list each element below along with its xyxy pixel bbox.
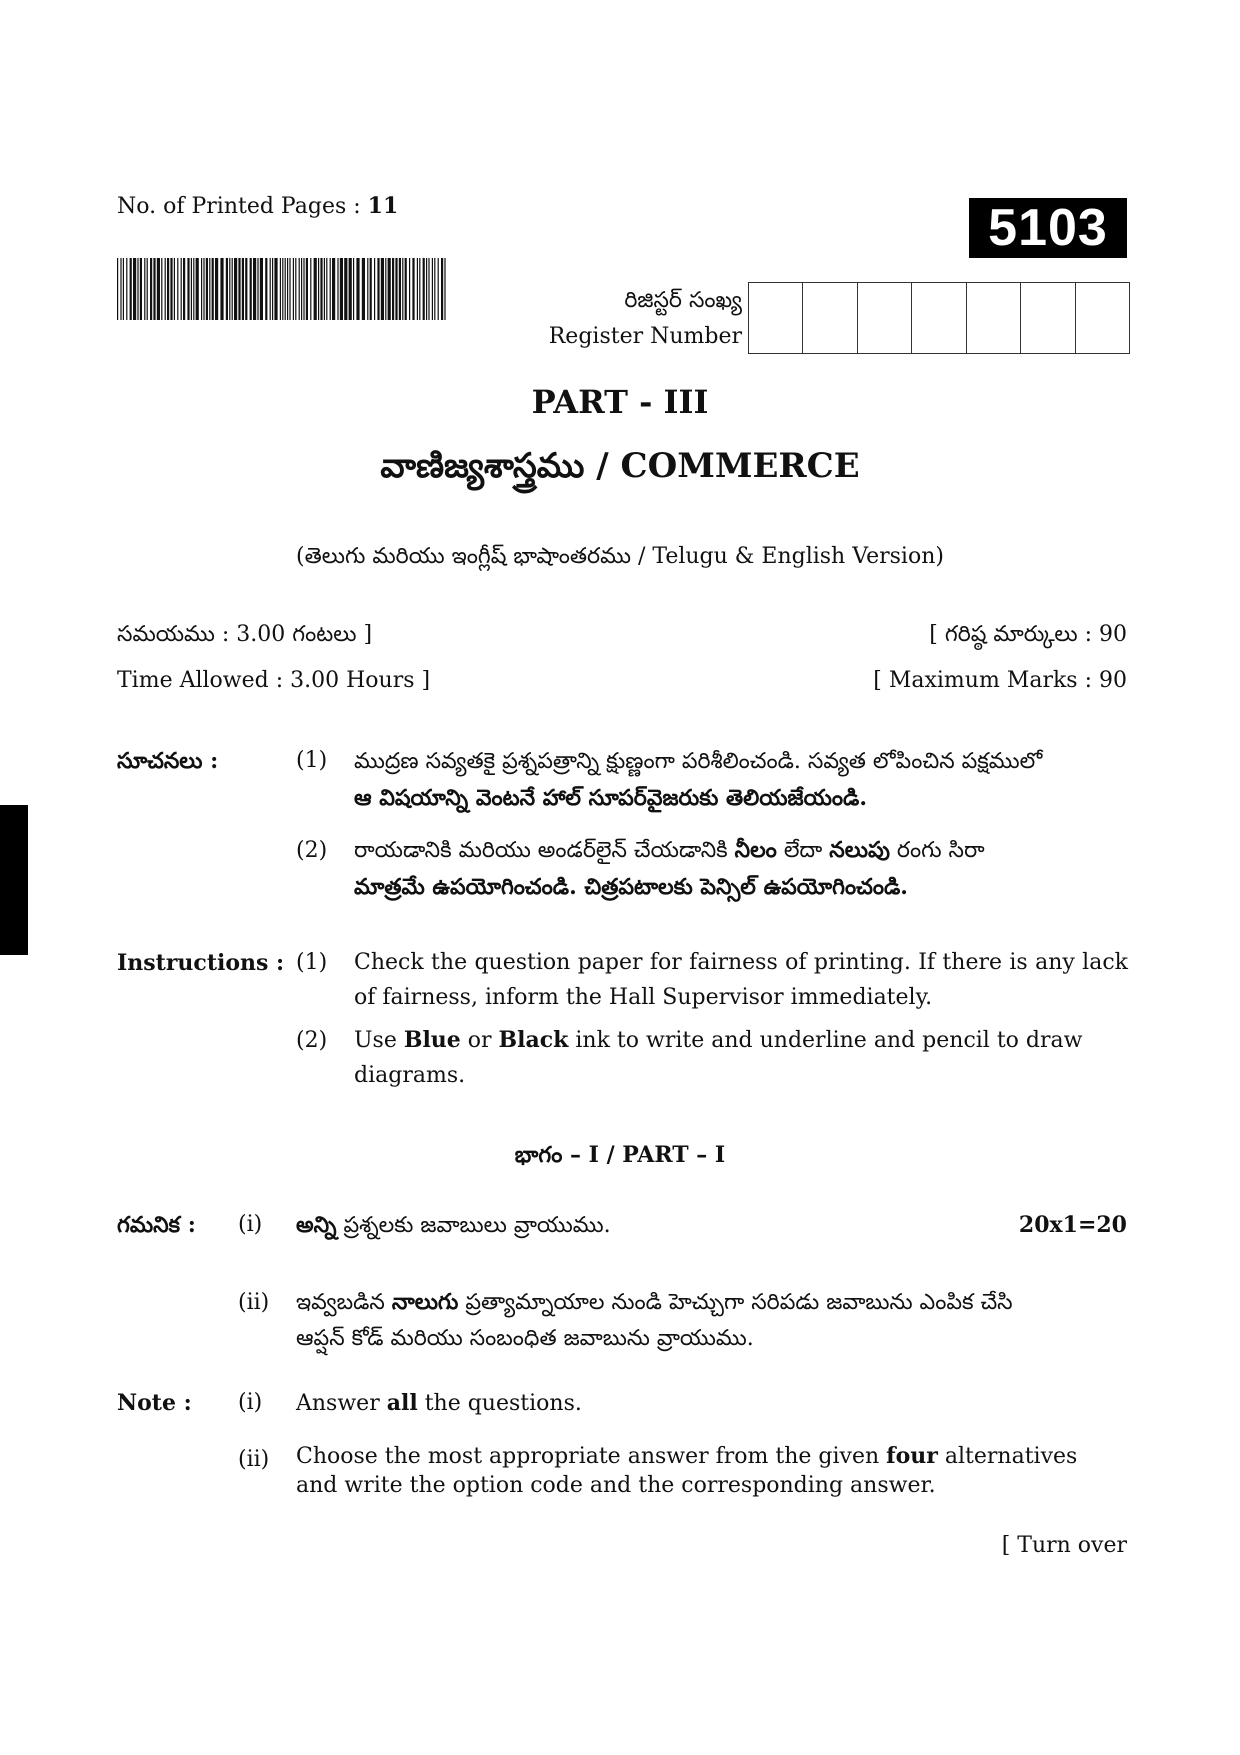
note-te-2-number: (ii) [238, 1290, 270, 1315]
note-en-1-part-c: the questions. [417, 1391, 582, 1416]
section-title: భాగం – I / PART – I [514, 1142, 726, 1168]
note-te-2-part-a: ఇవ్వబడిన [296, 1290, 392, 1315]
instruction-te-1-number: (1) [296, 748, 328, 773]
time-allowed-en: Time Allowed : 3.00 Hours ] [117, 668, 431, 693]
instruction-te-1-text [354, 744, 1128, 816]
note-en-label: Note : [117, 1390, 192, 1416]
printed-pages-line [117, 193, 398, 219]
note-te-1-rest: ప్రశ్నలకు జవాబులు వ్రాయుము. [336, 1213, 611, 1238]
note-te-2-four: నాలుగు [391, 1289, 459, 1315]
note-te-2-text [296, 1284, 1096, 1357]
note-te-1-all: అన్ని [296, 1212, 337, 1238]
note-en-2-four: four [886, 1443, 938, 1469]
note-en-1-part-a: Answer [296, 1391, 387, 1416]
instruction-en-1-number: (1) [296, 950, 328, 975]
instruction-te-2-part-e: రంగు సిరా [889, 838, 985, 863]
instruction-en-2-black: Black [498, 1027, 569, 1053]
instruction-en-2-part-a: Use [354, 1028, 404, 1053]
instruction-en-2-part-c: or [460, 1028, 499, 1053]
side-registration-mark [0, 805, 28, 955]
instruction-te-2-line2: మాత్రమే ఉపయోగించండి. చిత్రపటాలకు పెన్సిల్ ఉపయోగించండి. [354, 874, 908, 900]
marks-scheme: 20x1=20 [1018, 1212, 1127, 1238]
note-en-2-part-a: Choose the most appropriate answer from the given [296, 1444, 887, 1469]
printed-pages-value: 11 [367, 193, 399, 219]
instruction-te-2-number: (2) [296, 838, 328, 863]
instruction-en-2-blue: Blue [403, 1027, 461, 1053]
version-line: (తెలుగు మరియు ఇంగ్లీష్ భాషాంతరము / Telugu & English Version) [296, 544, 944, 569]
instruction-te-1-line2: ఆ విషయాన్ని వెంటనే హాల్ సూపర్‌వైజరుకు తెలియజేయండి. [354, 785, 867, 811]
instructions-te-label: సూచనలు : [117, 748, 219, 774]
note-te-2-part-c: ప్రత్యామ్నాయాల నుండి హెచ్చుగా సరిపడు జవాబును ఎంపిక చేసి [458, 1290, 1013, 1315]
instruction-en-2-text [354, 1023, 1128, 1093]
instruction-en-2-number: (2) [296, 1028, 328, 1053]
instruction-te-1-line1: ముద్రణ సవ్యతకై ప్రశ్నపత్రాన్ని క్షుణ్ణంగా పరిశీలించండి. సవ్యత లోపించిన పక్షములో [354, 749, 1043, 774]
note-te-1-number: (i) [238, 1212, 263, 1237]
note-te-2-line2: ఆప్షన్ కోడ్ మరియు సంబంధిత జవాబును వ్రాయుము. [296, 1326, 754, 1351]
note-en-1-all: all [386, 1390, 418, 1416]
instruction-te-2-line1 [354, 832, 1128, 869]
note-en-1-number: (i) [238, 1390, 263, 1415]
printed-pages-label: No. of Printed Pages : [117, 194, 361, 219]
instruction-en-2-part-e: ink to write and underline and pencil to draw diagrams. [354, 1028, 1083, 1088]
register-digit-box[interactable] [803, 283, 857, 353]
register-label-te: రిజిస్టర్ సంఖ్య [624, 288, 742, 313]
register-number-boxes[interactable] [748, 282, 1130, 354]
register-digit-box[interactable] [1076, 283, 1129, 353]
note-te-1-text [296, 1212, 611, 1243]
register-digit-box[interactable] [858, 283, 912, 353]
register-digit-box[interactable] [1021, 283, 1075, 353]
turn-over-label: [ Turn over [1001, 1533, 1127, 1558]
note-en-2-number: (ii) [238, 1447, 270, 1472]
instruction-te-2-part-c: లేదా [776, 838, 830, 863]
note-en-2-part-c: alternatives and write the option code and the corresponding answer. [296, 1444, 1078, 1498]
time-allowed-te: సమయము : 3.00 గంటలు ] [117, 622, 373, 647]
maximum-marks-en: [ Maximum Marks : 90 [873, 668, 1127, 693]
subject-title: వాణిజ్యశాస్త్రము / COMMERCE [380, 446, 860, 486]
note-te-2-line1 [296, 1284, 1096, 1321]
paper-code: 5103 [969, 198, 1127, 258]
instruction-te-2-text [354, 832, 1128, 905]
barcode-image [117, 258, 447, 320]
instructions-en-label: Instructions : [117, 950, 285, 976]
note-en-2-text [296, 1442, 1096, 1500]
register-digit-box[interactable] [912, 283, 966, 353]
instruction-te-2-part-a: రాయడానికి మరియు అండర్‌లైన్ చేయడానికి [354, 838, 735, 863]
register-digit-box[interactable] [967, 283, 1021, 353]
instruction-te-2-black: నలుపు [829, 837, 890, 863]
register-label-en: Register Number [548, 324, 742, 349]
maximum-marks-te: [ గరిష్ఠ మార్కులు : 90 [929, 622, 1127, 647]
note-te-label: గమనిక : [117, 1212, 196, 1238]
register-digit-box[interactable] [749, 283, 803, 353]
instruction-en-1-text: Check the question paper for fairness of printing. If there is any lack of fairness, inform the Hall Supervisor immediately. [354, 950, 1128, 1010]
instruction-te-2-blue: నీలం [734, 837, 777, 863]
note-en-1-text [296, 1390, 582, 1416]
part-title: PART - III [531, 383, 709, 421]
